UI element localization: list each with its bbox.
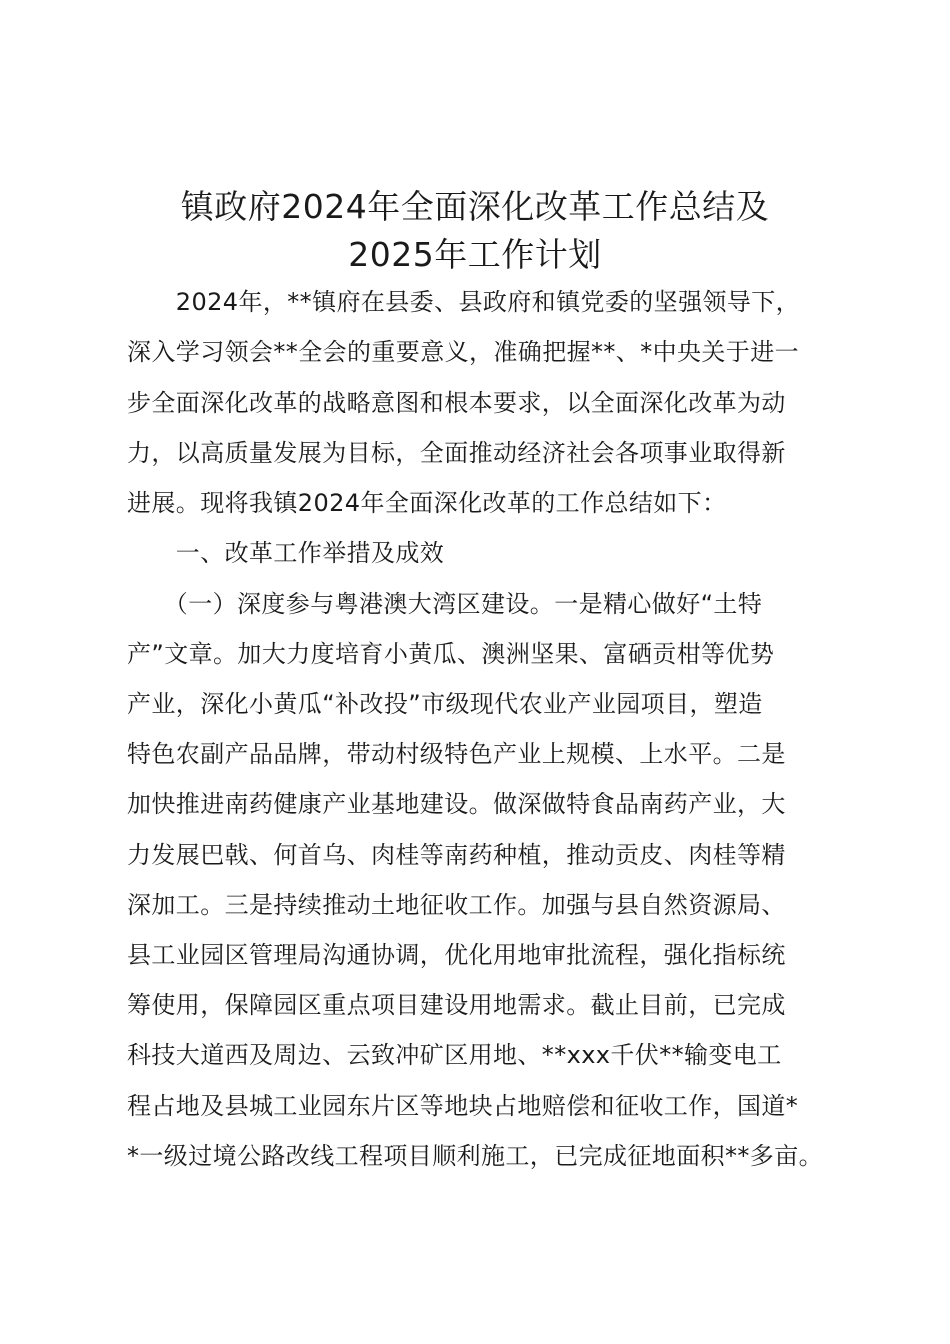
body-text-line: 力发展巴戟、何首乌、肉桂等南药种植，推动贡皮、肉桂等精 — [127, 841, 786, 869]
body-text-line: *一级过境公路改线工程项目顺利施工，已完成征地面积**多亩。 — [127, 1142, 823, 1170]
body-text-line: 深入学习领会**全会的重要意义，准确把握**、*中央关于进一 — [127, 338, 799, 366]
body-text-line: 加快推进南药健康产业基地建设。做深做特食品南药产业，大 — [127, 790, 786, 818]
body-text-line: 科技大道西及周边、云致冲矿区用地、**xxx千伏**输变电工 — [127, 1041, 782, 1069]
body-text-line: 筹使用，保障园区重点项目建设用地需求。截止目前，已完成 — [127, 991, 786, 1019]
body-text-line: 深加工。三是持续推动土地征收工作。加强与县自然资源局、 — [127, 891, 786, 919]
body-text-line: 力，以高质量发展为目标，全面推动经济社会各项事业取得新 — [127, 439, 786, 467]
body-text-line: 步全面深化改革的战略意图和根本要求，以全面深化改革为动 — [127, 389, 786, 417]
document-title-line-1: 镇政府2024年全面深化改革工作总结及 — [180, 187, 770, 226]
section-heading: 一、改革工作举措及成效 — [127, 539, 445, 567]
body-text-line: 产业，深化小黄瓜“补改投”市级现代农业产业园项目，塑造 — [127, 690, 763, 718]
body-text-line: 产”文章。加大力度培育小黄瓜、澳洲坚果、富硒贡柑等优势 — [127, 640, 775, 668]
body-text-line: 县工业园区管理局沟通协调，优化用地审批流程，强化指标统 — [127, 941, 786, 969]
body-text-line: 2024年，**镇府在县委、县政府和镇党委的坚强领导下， — [127, 288, 801, 316]
body-text-line: 特色农副产品品牌，带动村级特色产业上规模、上水平。二是 — [127, 740, 786, 768]
body-text-line: 进展。现将我镇2024年全面深化改革的工作总结如下： — [127, 489, 727, 517]
document-title-line-2: 2025年工作计划 — [348, 235, 602, 274]
body-text-line: 程占地及县城工业园东片区等地块占地赔偿和征收工作，国道* — [127, 1092, 799, 1120]
body-text-line: （一）深度参与粤港澳大湾区建设。一是精心做好“土特 — [127, 590, 763, 618]
